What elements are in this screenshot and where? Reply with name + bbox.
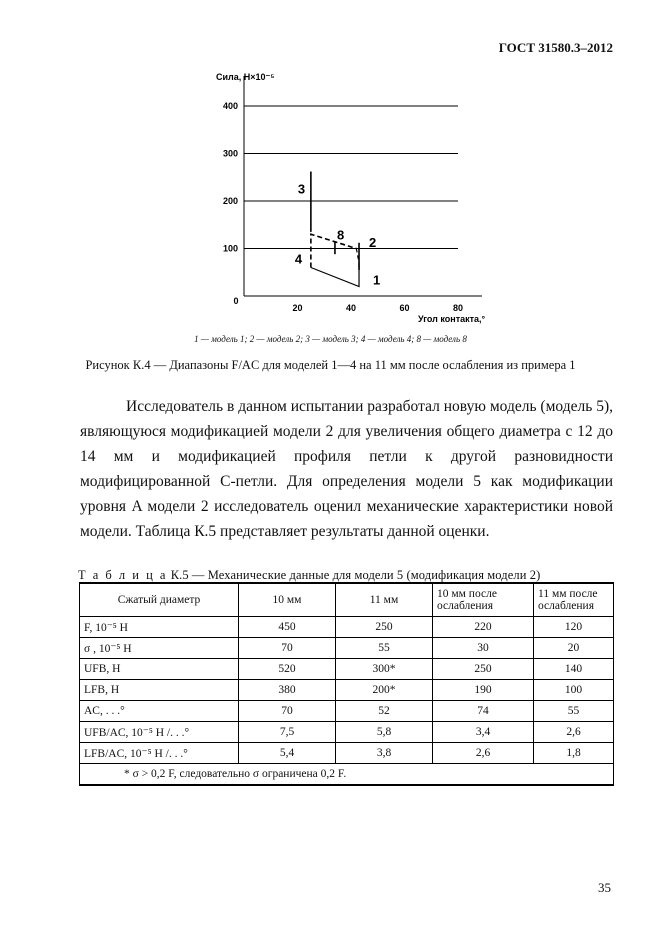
- x-tick-label: 40: [345, 303, 357, 313]
- value-cell: 380: [239, 680, 336, 701]
- table-row: [80, 743, 614, 764]
- y-tick-label: 200: [222, 196, 238, 206]
- chart-ticks: [223, 101, 463, 313]
- y-axis-label: Сила, Н×10⁻⁵: [216, 72, 275, 82]
- x-tick-label: 20: [292, 303, 303, 313]
- row-label-cell: F, 10⁻⁵ Н: [80, 617, 239, 638]
- chart-grid: [244, 106, 458, 249]
- page-number: 35: [598, 880, 611, 895]
- value-cell: 55: [534, 701, 614, 722]
- figure-legend: 1 — модель 1; 2 — модель 2; 3 — модель 3; 4 — модель 4; 8 — модель 8: [194, 334, 467, 344]
- value-cell: 3,8: [336, 743, 433, 764]
- table-row: [80, 701, 614, 722]
- row-label-cell: σ , 10⁻⁵ Н: [80, 638, 239, 659]
- value-cell: 55: [336, 638, 433, 659]
- y-tick-label: 100: [222, 243, 238, 254]
- value-cell: 20: [534, 638, 614, 659]
- y-tick-label: 300: [222, 148, 238, 159]
- row-label-cell: LFB/AC, 10⁻⁵ Н /. . .°: [80, 743, 239, 764]
- value-cell: 30: [433, 638, 534, 659]
- value-cell: 120: [534, 617, 614, 638]
- value-cell: 2,6: [534, 722, 614, 743]
- value-cell: 5,4: [239, 743, 336, 764]
- table-row: [80, 722, 614, 743]
- point-label-3: 3: [297, 181, 306, 197]
- table-header-row: [80, 583, 614, 617]
- figure-caption: Рисунок К.4 — Диапазоны F/AC для моделей 1—4 на 11 мм после ослабления из примера 1: [85, 358, 576, 372]
- value-cell: 70: [239, 701, 336, 722]
- force-angle-chart: [0, 0, 661, 340]
- table-row: [80, 638, 614, 659]
- standard-header: ГОСТ 31580.3–2012: [498, 40, 613, 55]
- value-cell: 100: [534, 680, 614, 701]
- value-cell: 1,8: [534, 743, 614, 764]
- value-cell: 300*: [336, 659, 433, 680]
- col-header: 11 мм после ослабления: [534, 583, 614, 617]
- value-cell: 3,4: [433, 722, 534, 743]
- series-line-1: [311, 263, 359, 287]
- value-cell: 190: [433, 680, 534, 701]
- x-tick-label: 0: [233, 296, 239, 306]
- mechanical-data-table: [79, 582, 614, 786]
- row-label-cell: UFB/AC, 10⁻⁵ Н /. . .°: [80, 722, 239, 743]
- point-label-8: 8: [336, 227, 345, 243]
- row-label-cell: LFB, Н: [80, 680, 239, 701]
- point-label-1: 1: [373, 272, 381, 288]
- y-tick-label: 400: [222, 101, 238, 111]
- table-caption: Т а б л и ц а К.5 — Механические данные для модели 5 (модификация модели 2): [78, 568, 541, 582]
- value-cell: 74: [433, 701, 534, 722]
- row-label-cell: AC, . . .°: [80, 701, 239, 722]
- x-tick-label: 80: [452, 303, 464, 313]
- value-cell: 52: [336, 701, 433, 722]
- table-row: [80, 617, 614, 638]
- col-header: 11 мм: [336, 583, 433, 617]
- value-cell: 250: [336, 617, 433, 638]
- chart-series: [311, 172, 359, 287]
- x-axis-label: Угол контакта,°: [418, 314, 486, 324]
- col-header: Сжатый диаметр: [80, 583, 239, 617]
- table-row: [80, 680, 614, 701]
- value-cell: 2,6: [433, 743, 534, 764]
- body-paragraph: Исследователь в данном испытании разработал новую модель (модель 5), являющуюся модификацией модели 2 для увеличения общего диаметра с 12 до 14 мм и модификацией профиля петли к другой разновидности модифицированной C-петли. Для определения модели 5 как модификации уровня A модели 2 исследователь оценил механические характеристики новой модели. Таблица К.5 представляет результаты данной оценки.: [80, 398, 613, 540]
- value-cell: 450: [239, 617, 336, 638]
- col-header: 10 мм после ослабления: [433, 583, 534, 617]
- x-tick-label: 60: [399, 303, 410, 313]
- table-row: [80, 659, 614, 680]
- row-label-cell: UFB, Н: [80, 659, 239, 680]
- point-label-4: 4: [294, 251, 303, 267]
- value-cell: 70: [239, 638, 336, 659]
- point-label-2: 2: [369, 234, 377, 250]
- value-cell: 220: [433, 617, 534, 638]
- chart-axes: [244, 76, 482, 296]
- chart-labels: [295, 182, 380, 288]
- value-cell: 140: [534, 659, 614, 680]
- value-cell: 7,5: [239, 722, 336, 743]
- value-cell: 200*: [336, 680, 433, 701]
- table-footnote: * σ > 0,2 F, следовательно σ ограничена 0,2 F.: [80, 764, 614, 786]
- col-header: 10 мм: [239, 583, 336, 617]
- value-cell: 250: [433, 659, 534, 680]
- value-cell: 520: [239, 659, 336, 680]
- value-cell: 5,8: [336, 722, 433, 743]
- series-line-4: [311, 234, 356, 267]
